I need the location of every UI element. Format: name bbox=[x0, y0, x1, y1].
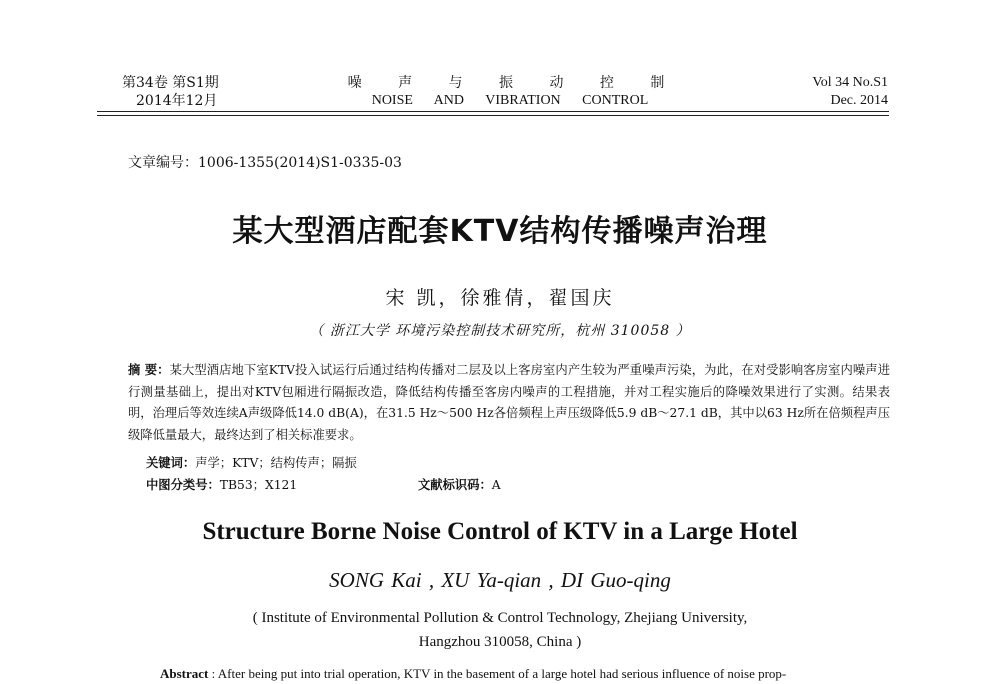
authors-cn: 宋 凯，徐雅倩，翟国庆 bbox=[385, 287, 615, 309]
keywords bbox=[146, 453, 357, 471]
header-rule-bottom bbox=[97, 115, 889, 116]
article-number: 文章编号：1006-1355(2014)S1-0335-03 bbox=[128, 155, 402, 171]
classification-text: TB53；X121 bbox=[219, 478, 298, 492]
header-journal bbox=[300, 74, 720, 110]
classification-label: 中图分类号： bbox=[146, 477, 220, 492]
header-rule-top bbox=[97, 111, 889, 112]
header-volume-en bbox=[780, 74, 888, 110]
institution-en bbox=[0, 606, 1000, 654]
title-en: Structure Borne Noise Control of KTV in a Large Hotel bbox=[202, 518, 798, 545]
volume-issue-cn: 第34卷 第S1期 bbox=[122, 75, 219, 91]
institution-cn: （ 浙江大学 环境污染控制技术研究所，杭州 310058 ） bbox=[309, 323, 691, 339]
title-cn: 某大型酒店配套KTV结构传播噪声治理 bbox=[232, 214, 768, 249]
keywords-text: 声学；KTV；结构传声；隔振 bbox=[195, 456, 357, 470]
abstract-cn-label: 摘 要： bbox=[128, 362, 170, 377]
authors-en: SONG Kai , XU Ya-qian , DI Guo-qing bbox=[329, 568, 671, 592]
abstract-en-label: Abstract bbox=[160, 666, 209, 681]
date-en: Dec. 2014 bbox=[830, 93, 888, 108]
institution-en-line1: ( Institute of Environmental Pollution & Control Technology, Zhejiang University, bbox=[252, 610, 748, 626]
keywords-label: 关键词： bbox=[146, 455, 196, 470]
date-cn: 2014年12月 bbox=[136, 93, 218, 109]
journal-title-cn: 噪 声 与 振 动 控 制 bbox=[347, 75, 681, 91]
abstract-cn bbox=[128, 359, 890, 446]
abstract-en-text: : After being put into trial operation, KTV in the basement of a large hotel had serious influence of noise prop- bbox=[208, 666, 787, 681]
document-code-label: 文献标识码： bbox=[418, 477, 492, 492]
classification bbox=[146, 475, 297, 493]
abstract-cn-text: 某大型酒店地下室KTV投入试运行后通过结构传播对二层及以上客房室内产生较为严重噪声污染，为此，在对受影响客房室内噪声进行测量基础上，提出对KTV包厢进行隔振改造，降低结构传播至客房内噪声的工程措施，并对工程实施后的降噪效果进行了实测。结果表明，治理后等效连续A声级降低14.0 dB(A)，在31.5 Hz～500 Hz各倍频程上声压级降低5.9 dB～27.1 dB，其中以63 Hz所在倍频程声压级降低量最大，最终达到了相关标准要求。 bbox=[128, 363, 891, 442]
header-volume-cn bbox=[122, 74, 219, 110]
document-code bbox=[418, 475, 501, 493]
volume-issue-en: Vol 34 No.S1 bbox=[812, 75, 888, 90]
journal-title-en: NOISE AND VIBRATION CONTROL bbox=[371, 93, 649, 108]
document-code-text: A bbox=[491, 478, 501, 492]
institution-en-line2: Hangzhou 310058, China ) bbox=[418, 634, 582, 650]
abstract-en bbox=[160, 666, 900, 682]
